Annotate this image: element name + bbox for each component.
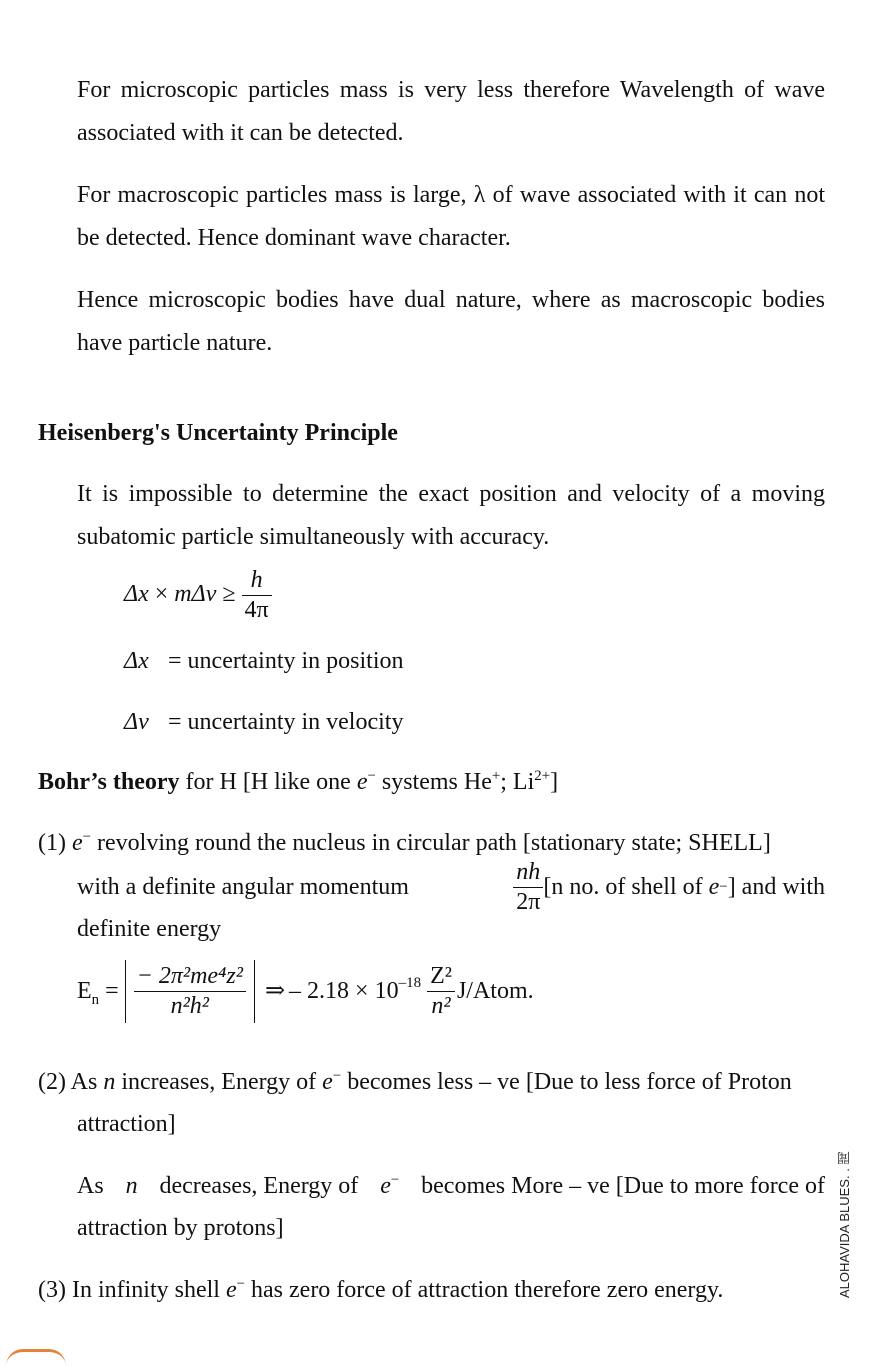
bohr-item-3 <box>38 1276 723 1305</box>
item-text: increases, Energy of <box>121 1069 317 1095</box>
bohr-title-text: for H [H like one <box>185 769 351 795</box>
section-heading-heisenberg: Heisenberg's Uncertainty Principle <box>38 420 398 446</box>
heisenberg-statement <box>77 473 825 559</box>
energy-equation: $E_n$ = $\frac{\text{− 2π²me⁴z²}}{\text{n²h²}}$ ⇒ – 2.18 × 10 $^{-18}$ $\frac{\text{Z²}}{\text{n²}}$ J/Atom. <box>77 960 534 1023</box>
uncertainty-formula <box>124 566 272 625</box>
implies-arrow: ⇒ <box>264 977 286 1004</box>
he-charge: + <box>491 768 501 784</box>
energy-unit: J/Atom. <box>456 977 534 1004</box>
definition-symbol: Δx <box>124 648 149 674</box>
paragraph-macroscopic-suffix: of wave associated with it can not be detected. Hence dominant wave character. <box>77 182 826 251</box>
definition-text: = uncertainty in position <box>168 648 404 674</box>
definition-delta-v <box>124 708 403 737</box>
z-denominator: n² <box>427 991 455 1021</box>
item-text: becomes More – ve [Due to more force of <box>421 1173 825 1199</box>
fraction-denominator: 2π <box>513 887 543 917</box>
energy-numerator: − 2π²me⁴z² <box>136 963 243 989</box>
paragraph-macroscopic-prefix: For macroscopic particles mass is large, <box>77 182 467 208</box>
formula-denominator: 4π <box>242 595 272 625</box>
side-watermark: ALOHAVIDA BLUES. . 聞 <box>837 1151 852 1298</box>
heisenberg-statement-text: It is impossible to determine the exact position and velocity of a moving subatomic particle simultaneously with accuracy. <box>77 481 825 550</box>
energy-subscript: n <box>91 991 100 1008</box>
paragraph-microscopic <box>77 69 825 155</box>
paragraph-dual-nature <box>77 279 825 365</box>
item-text: revolving round the nucleus in circular path [stationary state; SHELL] <box>97 830 771 856</box>
bohr-title-bold: Bohr’s theory <box>38 769 180 795</box>
bohr-item-1-line-1 <box>38 829 771 858</box>
electron-symbol: e <box>356 769 368 795</box>
energy-denominator: n²h² <box>134 991 246 1021</box>
electron-symbol: e <box>322 1069 333 1095</box>
z-numerator: Z² <box>430 963 452 989</box>
n-symbol: n <box>125 1173 138 1199</box>
item-text: [n no. of shell of <box>543 873 703 900</box>
angular-momentum-expression: $\frac{nh}{2\pi}$ [n no. of shell of e − ] and with <box>513 858 825 917</box>
energy-letter: E <box>77 977 92 1004</box>
fraction-numerator: nh <box>516 859 541 885</box>
angular-momentum-fraction <box>513 858 543 917</box>
energy-constant: – 2.18 × 10 <box>289 977 399 1004</box>
formula-delta-x: Δx <box>124 580 149 607</box>
formula-fraction <box>242 566 272 625</box>
energy-bracket <box>125 960 255 1023</box>
bohr-item-2-line-2: attraction] <box>77 1111 176 1137</box>
item-number: (3) <box>38 1277 66 1303</box>
equals-sign: = <box>105 977 119 1004</box>
bohr-item-2b-line-2: attraction by protons] <box>77 1215 284 1241</box>
energy-fraction <box>134 962 246 1021</box>
item-text: with a definite angular momentum <box>77 873 409 900</box>
electron-symbol: e <box>708 873 720 900</box>
item-text: As <box>77 1173 104 1199</box>
corner-decoration <box>6 1349 66 1366</box>
z-fraction <box>427 962 455 1021</box>
electron-charge: − <box>236 1276 246 1292</box>
electron-charge: − <box>390 1172 400 1188</box>
item-text: In infinity shell <box>71 1277 220 1303</box>
formula-m-delta-v: mΔv <box>174 580 217 607</box>
li-charge: 2+ <box>534 768 551 784</box>
formula-times: × <box>154 580 169 607</box>
paragraph-microscopic-text: For microscopic particles mass is very less therefore Wavelength of wave associated with it can be detected. <box>77 77 825 146</box>
bohr-title-text: systems He <box>381 769 492 795</box>
item-text: ] and with <box>727 873 825 900</box>
formula-geq: ≥ <box>222 580 236 607</box>
bohr-theory-heading <box>38 768 558 797</box>
definition-delta-x <box>124 647 404 676</box>
definition-symbol: Δv <box>124 709 149 735</box>
electron-charge: − <box>367 768 376 784</box>
bohr-item-2-line-1 <box>38 1068 792 1097</box>
bohr-item-1-line-2 <box>77 858 825 917</box>
electron-symbol: e <box>380 1173 391 1199</box>
electron-charge: − <box>82 829 92 845</box>
formula-numerator: h <box>250 567 263 593</box>
bohr-title-text: ] <box>550 769 559 795</box>
item-text: As <box>70 1069 98 1095</box>
item-text: has zero force of attraction therefore zero energy. <box>251 1277 724 1303</box>
bohr-title-text: ; Li <box>500 769 535 795</box>
paragraph-dual-nature-text: Hence microscopic bodies have dual nature, where as macroscopic bodies have particle nature. <box>77 287 825 356</box>
bohr-item-2b-line-1 <box>77 1172 825 1201</box>
item-number: (2) <box>38 1069 66 1095</box>
paragraph-macroscopic <box>77 174 825 260</box>
electron-symbol: e <box>71 830 83 856</box>
item-text: becomes less – ve [Due to less force of Proton <box>347 1069 792 1095</box>
item-number: (1) <box>38 830 66 856</box>
electron-charge: − <box>332 1068 342 1084</box>
bohr-item-1-line-3: definite energy <box>77 916 222 942</box>
lambda-symbol: λ <box>473 182 486 208</box>
n-symbol: n <box>103 1069 116 1095</box>
item-text: decreases, Energy of <box>159 1173 359 1199</box>
electron-symbol: e <box>225 1277 237 1303</box>
energy-symbol <box>77 977 99 1006</box>
definition-text: = uncertainty in velocity <box>168 709 404 735</box>
